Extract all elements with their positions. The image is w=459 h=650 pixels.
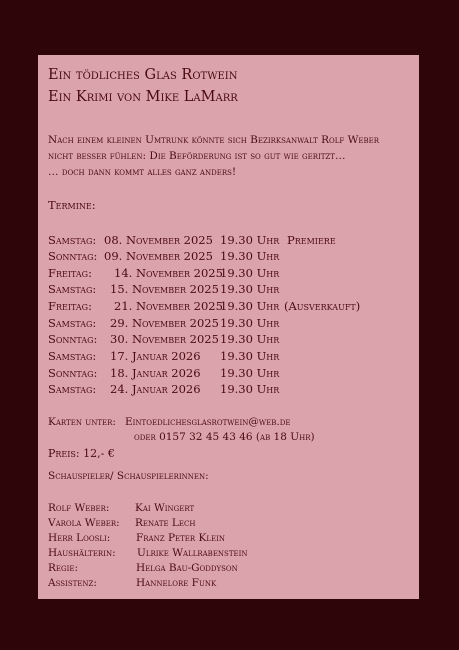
date-value: 29. November 2025 bbox=[110, 316, 219, 330]
date-time: 19.30 Uhr bbox=[220, 249, 280, 263]
date-time: 19.30 Uhr bbox=[220, 266, 280, 280]
date-time: 19.30 Uhr bbox=[220, 366, 280, 380]
cast-name: Hannelore Funk bbox=[136, 577, 217, 589]
date-time: 19.30 Uhr bbox=[220, 332, 280, 346]
date-day: Samstag: bbox=[48, 382, 97, 396]
intro-line-2: nicht besser fühlen: Die Beförderung ist so gut wie geritzt… bbox=[48, 150, 346, 162]
date-day: Sonntag: bbox=[48, 249, 98, 263]
cast-role: Assistenz: bbox=[48, 577, 97, 589]
date-value: 17. Januar 2026 bbox=[110, 349, 201, 363]
termine-heading: Termine: bbox=[48, 198, 96, 212]
flyer-card bbox=[38, 55, 419, 599]
date-time: 19.30 Uhr bbox=[220, 233, 280, 247]
date-day: Freitag: bbox=[48, 266, 92, 280]
tickets-email-link[interactable]: Eintoedlichesglasrotwein@web.de bbox=[125, 416, 291, 428]
price: Preis: 12,- € bbox=[48, 447, 115, 460]
cast-name: Renate Lech bbox=[135, 517, 196, 529]
date-day: Sonntag: bbox=[48, 332, 98, 346]
date-time: 19.30 Uhr bbox=[220, 299, 280, 313]
date-time: 19.30 Uhr bbox=[220, 382, 280, 396]
date-day: Samstag: bbox=[48, 349, 97, 363]
cast-name: Franz Peter Klein bbox=[136, 532, 225, 544]
date-note: Premiere bbox=[287, 233, 336, 247]
cast-role: Regie: bbox=[48, 562, 79, 574]
date-value: 24. Januar 2026 bbox=[110, 382, 201, 396]
date-value: 18. Januar 2026 bbox=[110, 366, 201, 380]
tickets-label: Karten unter: bbox=[48, 416, 116, 428]
date-day: Freitag: bbox=[48, 299, 92, 313]
cast-role: Varola Weber: bbox=[48, 517, 120, 529]
tickets-phone: oder 0157 32 45 43 46 (ab 18 Uhr) bbox=[134, 431, 315, 443]
intro-line-1: Nach einem kleinen Umtrunk könnte sich Bezirksanwalt Rolf Weber bbox=[48, 134, 379, 146]
cast-role: Rolf Weber: bbox=[48, 502, 110, 514]
date-note: (Ausverkauft) bbox=[284, 299, 361, 313]
date-time: 19.30 Uhr bbox=[220, 349, 280, 363]
cast-role: Herr Loosli: bbox=[48, 532, 111, 544]
date-time: 19.30 Uhr bbox=[220, 316, 280, 330]
date-value: 30. November 2025 bbox=[110, 332, 219, 346]
date-value: 15. November 2025 bbox=[110, 282, 219, 296]
cast-name: Helga Bau-Goddyson bbox=[136, 562, 238, 574]
cast-heading: Schauspieler/ Schauspielerinnen: bbox=[48, 470, 209, 482]
cast-name: Ulrike Wallrabenstein bbox=[137, 547, 248, 559]
date-value: 09. November 2025 bbox=[104, 249, 213, 263]
date-day: Sonntag: bbox=[48, 366, 98, 380]
intro-line-3: … doch dann kommt alles ganz anders! bbox=[48, 166, 237, 178]
cast-role: Haushälterin: bbox=[48, 547, 116, 559]
date-day: Samstag: bbox=[48, 233, 97, 247]
play-subtitle: Ein Krimi von Mike LaMarr bbox=[48, 89, 238, 105]
date-value: 08. November 2025 bbox=[104, 233, 213, 247]
date-day: Samstag: bbox=[48, 282, 97, 296]
date-value: 14. November 2025 bbox=[114, 266, 223, 280]
date-time: 19.30 Uhr bbox=[220, 282, 280, 296]
play-title: Ein tödliches Glas Rotwein bbox=[48, 67, 238, 83]
cast-name: Kai Wingert bbox=[135, 502, 195, 514]
date-day: Samstag: bbox=[48, 316, 97, 330]
date-value: 21. November 2025 bbox=[114, 299, 223, 313]
